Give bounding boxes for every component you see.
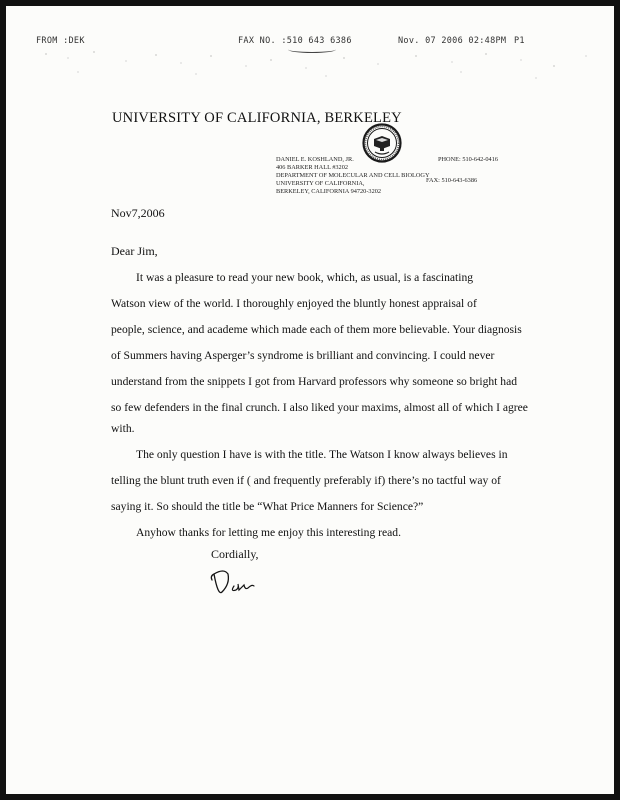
body-line: of Summers having Asperger’s syndrome is brilliant and convincing. I could never [111, 349, 495, 362]
letter-date: Nov7,2006 [111, 206, 165, 220]
fax-number: FAX NO. :510 643 6386 [238, 36, 352, 46]
fax-page-number: P1 [514, 36, 525, 46]
body-line: Watson view of the world. I thoroughly enjoyed the bluntly honest appraisal of [111, 297, 477, 310]
sender-address [276, 156, 430, 196]
address-line: 406 BARKER HALL #3202 [276, 164, 349, 171]
body-line: with. [111, 422, 135, 435]
fax-from: FROM :DEK [36, 36, 85, 46]
closing: Cordially, [211, 547, 259, 561]
address-line: UNIVERSITY OF CALIFORNIA, [276, 180, 365, 187]
body-line: understand from the snippets I got from Harvard professors why someone so bright had [111, 375, 518, 388]
handwritten-signature [208, 566, 268, 600]
address-line: BERKELEY, CALIFORNIA 94720-3202 [276, 188, 382, 195]
letterhead-phone: PHONE: 510-642-0416 [438, 156, 498, 163]
body-line: telling the blunt truth even if ( and frequently preferably if) there’s no tactful way of [111, 474, 501, 487]
body-line: Anyhow thanks for letting me enjoy this interesting read. [136, 526, 401, 539]
letterhead-fax: FAX: 510-643-6386 [426, 177, 478, 184]
institution-name: UNIVERSITY OF CALIFORNIA, BERKELEY [112, 110, 402, 126]
body-line: The only question I have is with the title. The Watson I know always believes in [136, 448, 508, 461]
body-line: saying it. So should the title be “What Price Manners for Science?” [111, 500, 424, 513]
fax-page [6, 6, 614, 794]
fax-timestamp: Nov. 07 2006 02:48PM [398, 36, 507, 46]
body-line: so few defenders in the final crunch. I also liked your maxims, almost all of which I agree [111, 401, 528, 414]
scan-noise [6, 6, 614, 126]
salutation: Dear Jim, [111, 244, 158, 258]
address-line: DANIEL E. KOSHLAND, JR. [276, 156, 354, 163]
address-line: DEPARTMENT OF MOLECULAR AND CELL BIOLOGY [276, 172, 430, 179]
body-line: It was a pleasure to read your new book, which, as usual, is a fascinating [136, 271, 474, 284]
body-line: people, science, and academe which made each of them more believable. Your diagnosis [111, 323, 522, 336]
